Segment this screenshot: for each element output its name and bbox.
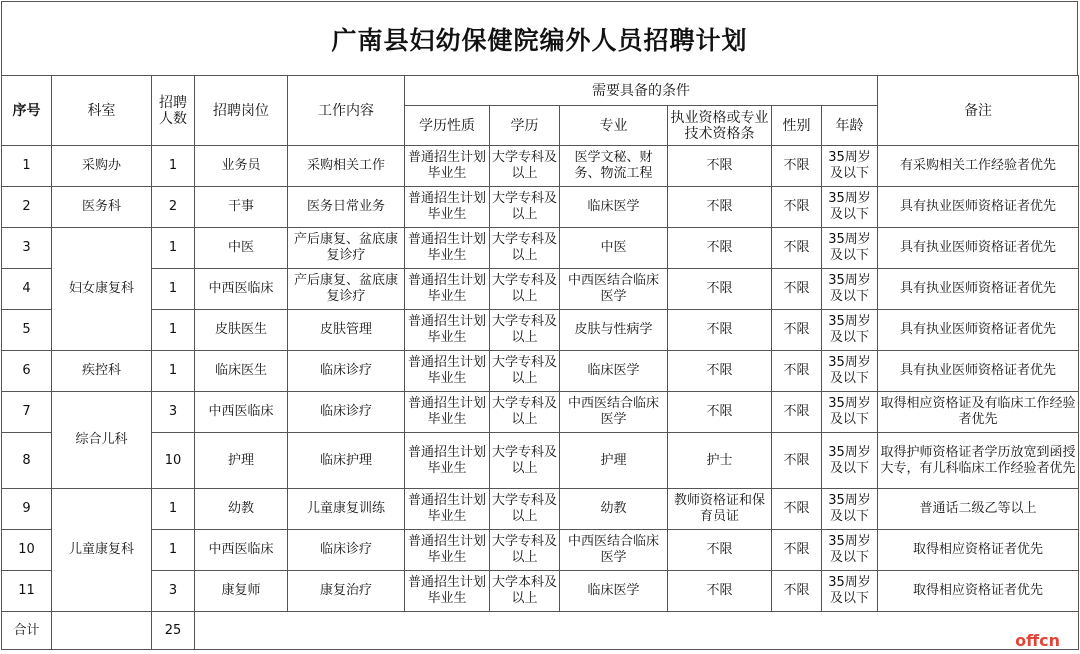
cell-content: 采购相关工作 (288, 146, 405, 187)
cell-major: 幼教 (560, 489, 668, 530)
cell-major: 中西医结合临床医学 (560, 530, 668, 571)
cell-edu: 大学专科及以上 (490, 489, 560, 530)
cell-remark: 具有执业医师资格证者优先 (878, 310, 1079, 351)
cell-remark: 取得相应资格证者优先 (878, 571, 1079, 612)
cell-age: 35周岁及以下 (822, 187, 878, 228)
cell-age: 35周岁及以下 (822, 489, 878, 530)
total-row (2, 612, 1079, 650)
cell-edu: 大学专科及以上 (490, 392, 560, 433)
cell-edu: 大学专科及以上 (490, 351, 560, 392)
cell-seq: 11 (2, 571, 52, 612)
table-row (2, 392, 1079, 433)
cell-qualification: 不限 (668, 228, 772, 269)
cell-seq: 4 (2, 269, 52, 310)
cell-position: 中西医临床 (195, 530, 288, 571)
cell-remark: 具有执业医师资格证者优先 (878, 187, 1079, 228)
cell-dept: 医务科 (52, 187, 152, 228)
cell-gender: 不限 (772, 489, 822, 530)
header-remark: 备注 (878, 76, 1079, 146)
cell-content: 临床诊疗 (288, 351, 405, 392)
table-row (2, 571, 1079, 612)
total-filler (195, 612, 1079, 650)
header-seq: 序号 (2, 76, 52, 146)
cell-age: 35周岁及以下 (822, 351, 878, 392)
table-row (2, 146, 1079, 187)
cell-edu-type: 普通招生计划毕业生 (405, 146, 490, 187)
cell-content: 产后康复、盆底康复诊疗 (288, 228, 405, 269)
cell-edu-type: 普通招生计划毕业生 (405, 269, 490, 310)
cell-gender: 不限 (772, 269, 822, 310)
header-position: 招聘岗位 (195, 76, 288, 146)
title-row (1, 1, 1078, 75)
cell-age: 35周岁及以下 (822, 228, 878, 269)
cell-gender: 不限 (772, 187, 822, 228)
cell-remark: 具有执业医师资格证者优先 (878, 351, 1079, 392)
cell-content: 临床护理 (288, 433, 405, 489)
cell-position: 干事 (195, 187, 288, 228)
header-conditions: 需要具备的条件 (405, 76, 878, 106)
cell-edu-type: 普通招生计划毕业生 (405, 571, 490, 612)
cell-content: 临床诊疗 (288, 392, 405, 433)
cell-seq: 9 (2, 489, 52, 530)
cell-edu: 大学专科及以上 (490, 187, 560, 228)
cell-position: 康复师 (195, 571, 288, 612)
cell-position: 中医 (195, 228, 288, 269)
cell-dept: 采购办 (52, 146, 152, 187)
cell-qualification: 护士 (668, 433, 772, 489)
cell-count: 1 (152, 310, 195, 351)
cell-qualification: 不限 (668, 571, 772, 612)
cell-qualification: 教师资格证和保育员证 (668, 489, 772, 530)
cell-age: 35周岁及以下 (822, 269, 878, 310)
cell-edu: 大学专科及以上 (490, 146, 560, 187)
cell-qualification: 不限 (668, 392, 772, 433)
cell-dept: 儿童康复科 (52, 489, 152, 612)
cell-major: 中西医结合临床医学 (560, 269, 668, 310)
cell-gender: 不限 (772, 310, 822, 351)
cell-count: 3 (152, 392, 195, 433)
cell-edu-type: 普通招生计划毕业生 (405, 489, 490, 530)
cell-age: 35周岁及以下 (822, 310, 878, 351)
cell-count: 1 (152, 530, 195, 571)
cell-age: 35周岁及以下 (822, 433, 878, 489)
cell-content: 临床诊疗 (288, 530, 405, 571)
cell-remark: 具有执业医师资格证者优先 (878, 269, 1079, 310)
cell-edu-type: 普通招生计划毕业生 (405, 433, 490, 489)
cell-major: 皮肤与性病学 (560, 310, 668, 351)
cell-position: 中西医临床 (195, 392, 288, 433)
cell-edu-type: 普通招生计划毕业生 (405, 228, 490, 269)
cell-edu-type: 普通招生计划毕业生 (405, 392, 490, 433)
cell-content: 康复治疗 (288, 571, 405, 612)
cell-dept: 疾控科 (52, 351, 152, 392)
cell-seq: 1 (2, 146, 52, 187)
cell-remark: 普通话二级乙等以上 (878, 489, 1079, 530)
cell-count: 1 (152, 228, 195, 269)
cell-qualification: 不限 (668, 269, 772, 310)
cell-major: 护理 (560, 433, 668, 489)
cell-dept: 妇女康复科 (52, 228, 152, 351)
cell-gender: 不限 (772, 530, 822, 571)
header-edu-type: 学历性质 (405, 106, 490, 146)
cell-remark: 取得相应资格证及有临床工作经验者优先 (878, 392, 1079, 433)
cell-edu: 大学专科及以上 (490, 269, 560, 310)
cell-major: 临床医学 (560, 351, 668, 392)
cell-seq: 10 (2, 530, 52, 571)
cell-seq: 2 (2, 187, 52, 228)
cell-remark: 取得护师资格证者学历放宽到函授大专，有儿科临床工作经验者优先 (878, 433, 1079, 489)
cell-major: 中西医结合临床医学 (560, 392, 668, 433)
cell-edu: 大学专科及以上 (490, 310, 560, 351)
cell-seq: 6 (2, 351, 52, 392)
cell-qualification: 不限 (668, 146, 772, 187)
cell-major: 中医 (560, 228, 668, 269)
cell-count: 10 (152, 433, 195, 489)
cell-edu-type: 普通招生计划毕业生 (405, 351, 490, 392)
table-row (2, 187, 1079, 228)
cell-edu-type: 普通招生计划毕业生 (405, 187, 490, 228)
cell-major: 临床医学 (560, 187, 668, 228)
cell-qualification: 不限 (668, 187, 772, 228)
cell-content: 儿童康复训练 (288, 489, 405, 530)
cell-remark: 有采购相关工作经验者优先 (878, 146, 1079, 187)
cell-gender: 不限 (772, 351, 822, 392)
header-dept: 科室 (52, 76, 152, 146)
cell-count: 1 (152, 351, 195, 392)
table-row (2, 310, 1079, 351)
cell-remark: 具有执业医师资格证者优先 (878, 228, 1079, 269)
cell-content: 皮肤管理 (288, 310, 405, 351)
table-row (2, 269, 1079, 310)
table-row (2, 433, 1079, 489)
cell-position: 幼教 (195, 489, 288, 530)
cell-position: 皮肤医生 (195, 310, 288, 351)
cell-seq: 8 (2, 433, 52, 489)
cell-gender: 不限 (772, 392, 822, 433)
cell-edu: 大学专科及以上 (490, 530, 560, 571)
table-row (2, 489, 1079, 530)
header-age: 年龄 (822, 106, 878, 146)
cell-gender: 不限 (772, 146, 822, 187)
cell-position: 护理 (195, 433, 288, 489)
cell-age: 35周岁及以下 (822, 146, 878, 187)
cell-content: 医务日常业务 (288, 187, 405, 228)
cell-edu: 大学专科及以上 (490, 228, 560, 269)
cell-remark: 取得相应资格证者优先 (878, 530, 1079, 571)
cell-qualification: 不限 (668, 530, 772, 571)
page-title: 广南县妇幼保健院编外人员招聘计划 (331, 25, 748, 55)
cell-edu: 大学专科及以上 (490, 433, 560, 489)
cell-age: 35周岁及以下 (822, 392, 878, 433)
header-qualification: 执业资格或专业技术资格条 (668, 106, 772, 146)
cell-gender: 不限 (772, 433, 822, 489)
cell-count: 1 (152, 489, 195, 530)
cell-position: 业务员 (195, 146, 288, 187)
table-row (2, 351, 1079, 392)
cell-seq: 7 (2, 392, 52, 433)
cell-count: 2 (152, 187, 195, 228)
recruitment-table (1, 75, 1079, 650)
cell-age: 35周岁及以下 (822, 530, 878, 571)
cell-age: 35周岁及以下 (822, 571, 878, 612)
cell-content: 产后康复、盆底康复诊疗 (288, 269, 405, 310)
total-label: 合计 (2, 612, 52, 650)
cell-edu: 大学本科及以上 (490, 571, 560, 612)
total-dept-empty (52, 612, 152, 650)
cell-edu-type: 普通招生计划毕业生 (405, 530, 490, 571)
cell-gender: 不限 (772, 571, 822, 612)
cell-seq: 3 (2, 228, 52, 269)
header-count: 招聘人数 (152, 76, 195, 146)
cell-position: 中西医临床 (195, 269, 288, 310)
cell-qualification: 不限 (668, 351, 772, 392)
header-edu: 学历 (490, 106, 560, 146)
cell-count: 1 (152, 146, 195, 187)
header-gender: 性别 (772, 106, 822, 146)
table-row (2, 228, 1079, 269)
cell-count: 1 (152, 269, 195, 310)
total-count: 25 (152, 612, 195, 650)
cell-major: 临床医学 (560, 571, 668, 612)
cell-qualification: 不限 (668, 310, 772, 351)
cell-major: 医学文秘、财务、物流工程 (560, 146, 668, 187)
cell-seq: 5 (2, 310, 52, 351)
cell-dept: 综合儿科 (52, 392, 152, 489)
cell-count: 3 (152, 571, 195, 612)
watermark-logo: offcn (1015, 631, 1060, 650)
header-major: 专业 (560, 106, 668, 146)
table-row (2, 530, 1079, 571)
cell-gender: 不限 (772, 228, 822, 269)
cell-edu-type: 普通招生计划毕业生 (405, 310, 490, 351)
cell-position: 临床医生 (195, 351, 288, 392)
header-content: 工作内容 (288, 76, 405, 146)
